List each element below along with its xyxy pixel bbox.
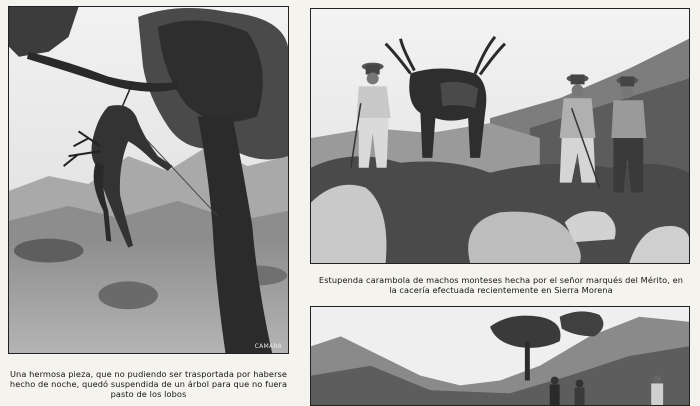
photo-hanging-deer bbox=[8, 6, 289, 354]
hillside-image bbox=[311, 307, 689, 405]
photo-hunters-ibex bbox=[310, 8, 690, 264]
photo-hillside bbox=[310, 306, 690, 406]
photo-credit: CAMARA bbox=[254, 343, 282, 350]
hanging-deer-image bbox=[9, 7, 288, 353]
caption-hanging-deer: Una hermosa pieza, que no pudiendo ser trasportada por haberse hecho de noche, quedó suspendida de un árbol para que no fuera pasto de los lobos bbox=[9, 369, 288, 399]
hunters-ibex-image bbox=[311, 9, 689, 263]
caption-hunters-ibex: Estupenda carambola de machos monteses hecha por el señor marqués del Mérito, en la cacería efectuada recientemente en Sierra Morena bbox=[318, 275, 684, 295]
